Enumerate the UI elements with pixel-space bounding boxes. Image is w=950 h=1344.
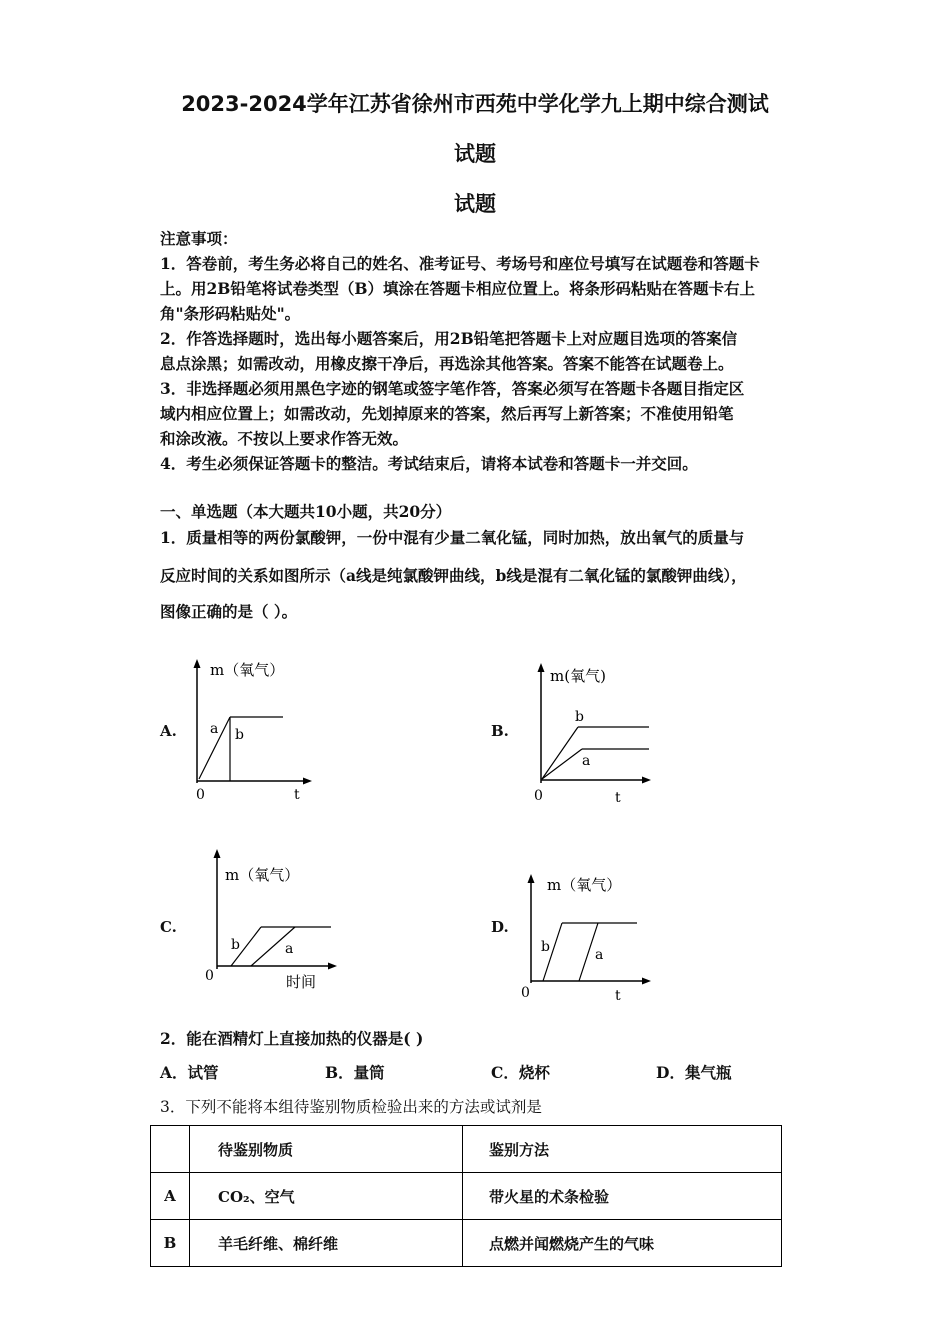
q1-a-xlabel: t — [294, 787, 300, 803]
q2-stem: 2．能在酒精灯上直接加热的仪器是( ) — [160, 1029, 424, 1048]
q3-table — [150, 1125, 782, 1267]
q2-option-d[interactable]: D．集气瓶 — [656, 1063, 732, 1082]
q1-stem-line: 1．质量相等的两份氯酸钾，一份中混有少量二氧化锰，同时加热，放出氧气的质量与 — [160, 528, 745, 547]
q1-d-xlabel: t — [615, 988, 621, 1004]
q1-option-a-label[interactable]: A. — [160, 722, 177, 740]
q1-option-b-graph — [520, 655, 670, 805]
q1-d-origin: 0 — [521, 985, 530, 1001]
q1-option-c-graph — [195, 845, 345, 995]
notice-line: 域内相应位置上；如需改动，先划掉原来的答案，然后再写上新答案；不准使用铅笔 — [160, 404, 734, 423]
q1-option-b-label[interactable]: B. — [491, 722, 509, 740]
table-header-row — [151, 1126, 782, 1173]
table-cell-method: 点燃并闻燃烧产生的气味 — [463, 1220, 782, 1267]
q1-b-curve-b-label: b — [575, 709, 584, 725]
q1-b-xlabel: t — [615, 790, 621, 805]
q1-d-curve-a-label: a — [595, 947, 604, 963]
q1-option-c-label[interactable]: C. — [160, 918, 177, 936]
q1-d-curve-b-label: b — [541, 939, 550, 955]
q3-stem: 3．下列不能将本组待鉴别物质检验出来的方法或试剂是 — [160, 1098, 542, 1116]
q2-option-b[interactable]: B．量筒 — [325, 1063, 385, 1082]
table-cell-substance: 羊毛纤维、棉纤维 — [190, 1220, 463, 1267]
notice-line: 3．非选择题必须用黑色字迹的钢笔或签字笔作答，答案必须写在答题卡各题目指定区 — [160, 379, 745, 398]
table-header-cell — [151, 1126, 190, 1173]
notice-heading: 注意事项： — [160, 229, 238, 248]
table-row — [151, 1220, 782, 1267]
q1-b-ylabel: m(氧气) — [550, 667, 606, 685]
q1-c-origin: 0 — [205, 968, 214, 984]
page-title-line1: 2023-2024学年江苏省徐州市西苑中学化学九上期中综合测试 — [181, 92, 769, 116]
table-cell-option: B — [151, 1220, 190, 1267]
q1-option-d-label[interactable]: D. — [491, 918, 509, 936]
q1-b-curve-a-label: a — [582, 753, 591, 769]
notice-line: 4．考生必须保证答题卡的整洁。考试结束后，请将本试卷和答题卡一并交回。 — [160, 454, 698, 473]
table-cell-substance: CO₂、空气 — [190, 1173, 463, 1220]
notice-line: 2．作答选择题时，选出每小题答案后，用2B铅笔把答题卡上对应题目选项的答案信 — [160, 329, 738, 348]
q1-c-curve-a-label: a — [285, 941, 294, 957]
page-title-line2: 试题 — [454, 142, 496, 166]
notice-line: 息点涂黑；如需改动，用橡皮擦干净后，再选涂其他答案。答案不能答在试题卷上。 — [160, 354, 734, 373]
notice-line: 1．答卷前，考生务必将自己的姓名、准考证号、考场号和座位号填写在试题卷和答题卡 — [160, 254, 760, 273]
q1-a-curve-a-label: a — [210, 721, 219, 737]
q1-option-d-graph — [515, 865, 665, 1010]
q1-c-xlabel: 时间 — [286, 973, 317, 991]
q1-stem-line: 反应时间的关系如图所示（a线是纯氯酸钾曲线，b线是混有二氧化锰的氯酸钾曲线）， — [160, 566, 747, 585]
q1-a-origin: 0 — [196, 787, 205, 803]
q1-c-ylabel: m（氧气） — [225, 866, 300, 884]
q1-a-ylabel: m（氧气） — [210, 661, 285, 679]
table-cell-option: A — [151, 1173, 190, 1220]
section-heading: 一、单选题（本大题共10小题，共20分） — [160, 502, 452, 521]
table-cell-method: 带火星的术条检验 — [463, 1173, 782, 1220]
notice-line: 角"条形码粘贴处"。 — [160, 304, 301, 323]
q1-c-curve-b-label: b — [231, 937, 240, 953]
q1-a-curve-b-label: b — [235, 727, 244, 743]
q2-option-c[interactable]: C．烧杯 — [491, 1063, 550, 1082]
q1-stem-line: 图像正确的是（ ）。 — [160, 602, 298, 621]
table-header-cell: 待鉴别物质 — [190, 1126, 463, 1173]
q1-d-ylabel: m（氧气） — [547, 876, 622, 894]
q1-b-origin: 0 — [534, 788, 543, 804]
table-row — [151, 1173, 782, 1220]
notice-line: 上。用2B铅笔将试卷类型（B）填涂在答题卡相应位置上。将条形码粘贴在答题卡右上 — [160, 279, 755, 298]
table-header-cell: 鉴别方法 — [463, 1126, 782, 1173]
q1-option-a-graph — [180, 655, 330, 805]
q2-option-a[interactable]: A．试管 — [160, 1063, 219, 1082]
page-subtitle: 试题 — [454, 192, 496, 216]
notice-line: 和涂改液。不按以上要求作答无效。 — [160, 429, 409, 448]
